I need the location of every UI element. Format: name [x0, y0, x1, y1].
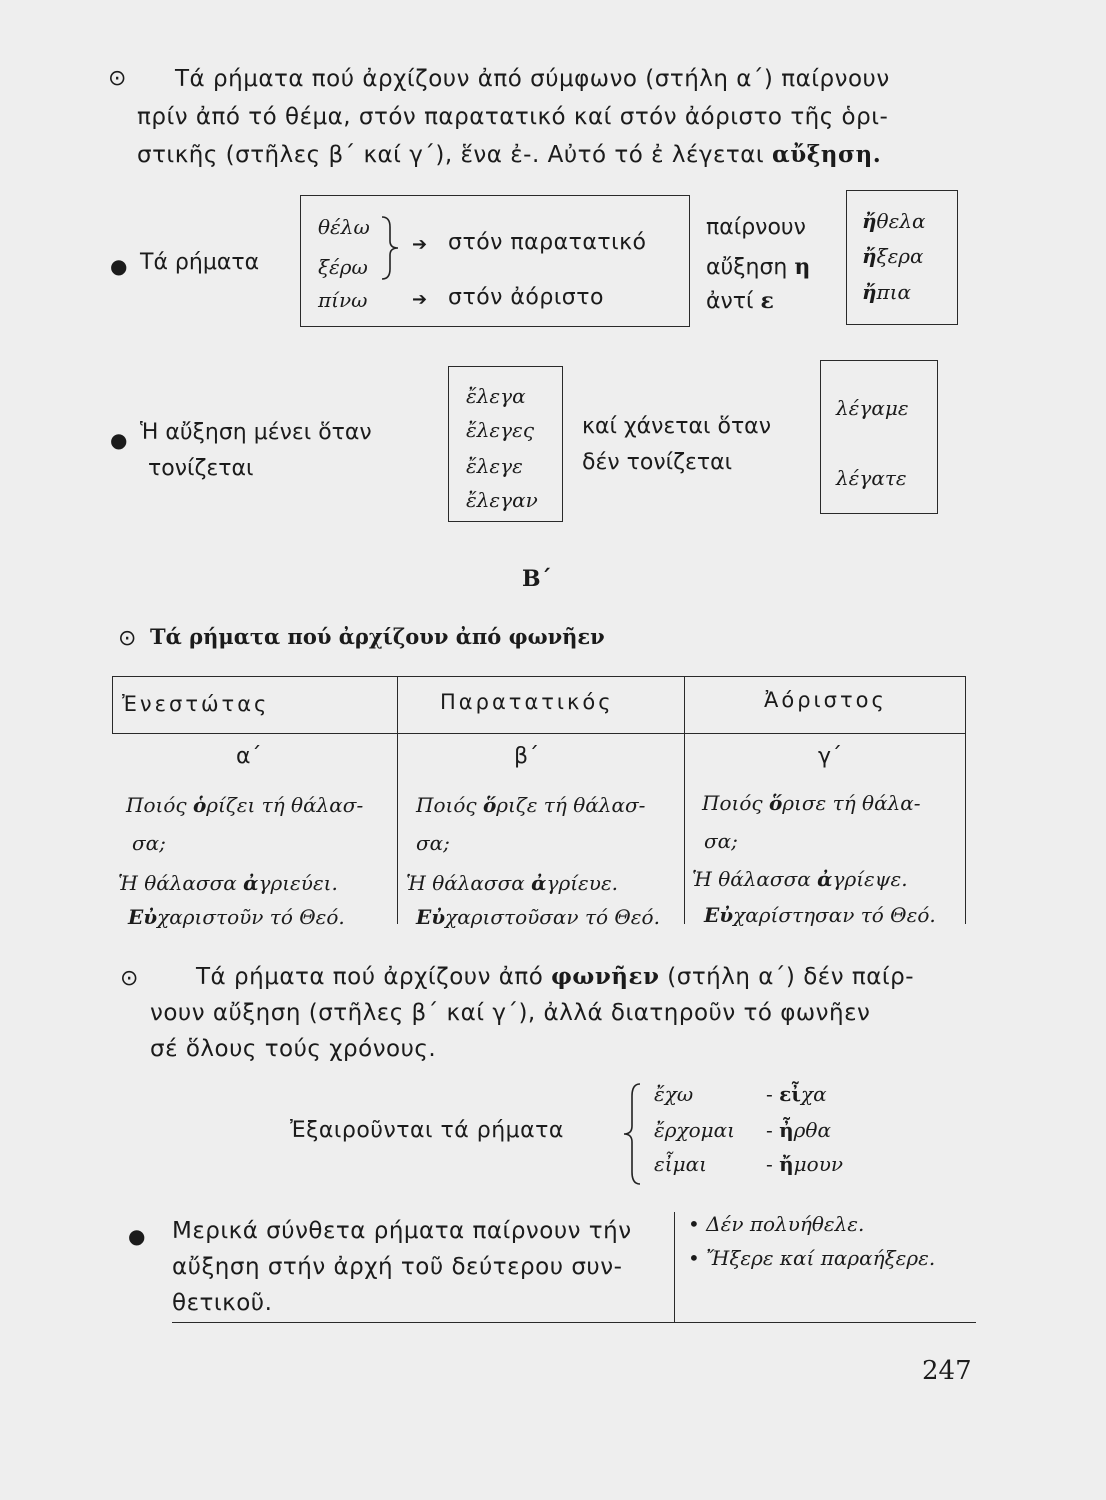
form: λέγατε — [836, 466, 907, 490]
paragraph-line — [137, 136, 881, 174]
form-augment: ἤ — [862, 244, 877, 268]
table-cell — [692, 860, 908, 898]
form-augment: εἶ — [779, 1082, 801, 1106]
exception-verb: εἶμαι — [654, 1152, 707, 1176]
form-augment: ἦ — [779, 1118, 794, 1142]
to-imperfect: στόν παρατατικό — [448, 230, 647, 255]
table-cell: σα; — [132, 831, 166, 855]
augment-note — [706, 288, 774, 314]
augment-note-text: αὔξηση — [706, 255, 788, 280]
table-cell — [416, 898, 660, 936]
dash: - — [766, 1152, 773, 1176]
cell-text: Ἡ θάλασσα — [692, 867, 818, 891]
note-symbol: ⊙ — [108, 66, 127, 91]
table-rule — [112, 676, 966, 677]
brace-icon — [620, 1082, 644, 1186]
form-augment: ἤ — [779, 1152, 794, 1176]
example: • Ἤξερε καί παραήξερε. — [688, 1246, 936, 1270]
table-header: Ἐνεστώτας — [122, 692, 270, 716]
brace-icon — [378, 215, 404, 281]
table-cell — [118, 864, 338, 902]
cell-text: ρίζει τή θάλασ- — [206, 793, 364, 817]
divider — [172, 1322, 976, 1323]
diagram-label: τονίζεται — [148, 456, 254, 481]
exception-verb: ἔρχομαι — [654, 1118, 735, 1142]
form-augment: ἤ — [862, 209, 877, 233]
cell-text: ρισε τή θάλα- — [782, 791, 921, 815]
cell-text: χαριστοῦν τό Θεό. — [157, 905, 345, 929]
form-augment: ἤ — [862, 280, 877, 304]
column-label: α΄ — [236, 744, 262, 769]
exception-form — [766, 1152, 843, 1176]
table-cell — [128, 898, 345, 936]
paragraph-line: Τά ρήματα πού ἀρχίζουν ἀπό σύμφωνο (στήλη α΄) παίρνουν — [175, 66, 890, 92]
note-symbol: ⊙ — [118, 626, 137, 651]
form — [862, 244, 924, 268]
vowel-highlight: ἀ — [531, 871, 547, 895]
vowel-highlight: Εὐ — [416, 905, 446, 929]
exceptions-label: Ἐξαιροῦνται τά ρήματα — [290, 1118, 564, 1143]
keyword-vowel: φωνῆεν — [551, 963, 660, 990]
cell-text: Ἡ θάλασσα — [118, 871, 244, 895]
table-rule — [112, 676, 113, 734]
unaccented-box — [820, 360, 938, 514]
bullet: ● — [110, 254, 128, 278]
table-header: Παρατατικός — [440, 690, 614, 714]
table-cell — [704, 896, 936, 934]
column-label: γ΄ — [818, 744, 843, 769]
table-rule — [112, 733, 966, 734]
form-rest: ρθα — [793, 1118, 831, 1142]
arrow-icon: ➔ — [412, 234, 428, 255]
cell-text: Ποιός — [416, 793, 483, 817]
table-rule — [397, 676, 398, 924]
divider — [674, 1212, 675, 1322]
form: ἔλεγε — [466, 454, 523, 478]
table-header: Ἀόριστος — [764, 688, 887, 712]
paragraph-line: αὔξηση στήν ἀρχή τοῦ δεύτερου συν- — [172, 1254, 623, 1280]
section-heading: Β΄ — [522, 566, 552, 592]
form-rest: ξερα — [876, 244, 924, 268]
vowel-highlight: Εὐ — [704, 903, 734, 927]
augment-letter: η — [794, 254, 811, 280]
diagram-label: Ἡ αὔξηση μένει ὅταν — [140, 420, 372, 445]
exception-form — [766, 1118, 831, 1142]
augment-note: παίρνουν — [706, 215, 806, 240]
page-number: 247 — [922, 1356, 972, 1386]
verb: ξέρω — [318, 255, 368, 279]
vowel-highlight: ὅ — [768, 791, 783, 815]
cell-text: Ἡ θάλασσα — [406, 871, 532, 895]
form: ἔλεγα — [466, 384, 526, 408]
bullet: ● — [110, 428, 128, 452]
cell-text: γριεύει. — [258, 871, 338, 895]
paragraph-line — [196, 958, 914, 996]
cell-text: χαρίστησαν τό Θεό. — [733, 903, 936, 927]
form — [862, 209, 926, 233]
augment-note-text: ἀντί — [706, 289, 754, 314]
arrow-icon: ➔ — [412, 289, 428, 310]
table-cell — [126, 786, 363, 824]
diagram-text: καί χάνεται ὅταν — [582, 414, 771, 439]
keyword-augment: αὔξηση. — [772, 141, 882, 168]
verb: θέλω — [318, 215, 370, 239]
table-rule — [684, 676, 685, 924]
paragraph-line: θετικοῦ. — [172, 1290, 273, 1316]
cell-text: Ποιός — [126, 793, 193, 817]
column-label: β΄ — [514, 744, 540, 769]
form-rest: χα — [800, 1082, 827, 1106]
augment-note — [706, 254, 810, 280]
augment-letter: ε — [760, 288, 774, 314]
vowel-highlight: Εὐ — [128, 905, 158, 929]
section-subheading: Τά ρήματα πού ἀρχίζουν ἀπό φωνῆεν — [150, 624, 605, 649]
dash: - — [766, 1082, 773, 1106]
vowel-highlight: ὁ — [192, 793, 207, 817]
example-text: Δέν πολυήθελε. — [706, 1212, 865, 1236]
table-cell — [406, 864, 618, 902]
table-cell — [702, 784, 921, 822]
cell-text: ριζε τή θάλασ- — [496, 793, 646, 817]
vowel-highlight: ἀ — [817, 867, 833, 891]
dash: - — [766, 1118, 773, 1142]
paragraph-line: σέ ὅλους τούς χρόνους. — [150, 1036, 437, 1062]
cell-text: γρίεψε. — [832, 867, 908, 891]
paragraph-line: νουν αὔξηση (στῆλες β΄ καί γ΄), ἀλλά διατηροῦν τό φωνῆεν — [150, 1000, 871, 1026]
note-symbol: ⊙ — [120, 966, 139, 991]
cell-text: Ποιός — [702, 791, 769, 815]
bullet: ● — [128, 1224, 146, 1248]
form — [862, 280, 911, 304]
example-text: Ἤξερε καί παραήξερε. — [706, 1246, 936, 1270]
paragraph-text: (στήλη α΄) δέν παίρ- — [667, 964, 915, 990]
paragraph-text: Τά ρήματα πού ἀρχίζουν ἀπό — [196, 964, 544, 990]
diagram-text: δέν τονίζεται — [582, 450, 733, 475]
vowel-highlight: ἀ — [243, 871, 259, 895]
form: λέγαμε — [836, 396, 909, 420]
diagram-label: Τά ρήματα — [140, 250, 260, 275]
form: ἔλεγαν — [466, 488, 538, 512]
exception-verb: ἔχω — [654, 1082, 694, 1106]
form-rest: θελα — [876, 209, 926, 233]
verb: πίνω — [318, 288, 368, 312]
exception-form — [766, 1082, 827, 1106]
cell-text: γρίευε. — [546, 871, 619, 895]
form: ἔλεγες — [466, 418, 535, 442]
vowel-highlight: ὅ — [482, 793, 497, 817]
example: • Δέν πολυήθελε. — [688, 1212, 865, 1236]
paragraph-line: πρίν ἀπό τό θέμα, στόν παρατατικό καί στόν ἀόριστο τῆς ὁρι- — [137, 104, 889, 130]
form-rest: πια — [876, 280, 912, 304]
paragraph-line: Μερικά σύνθετα ρήματα παίρνουν τήν — [172, 1218, 632, 1244]
table-cell — [416, 786, 645, 824]
table-cell: σα; — [704, 829, 738, 853]
table-cell: σα; — [416, 831, 450, 855]
paragraph-text: στικῆς (στῆλες β΄ καί γ΄), ἕνα ἐ-. Αὐτό τό ἐ λέγεται — [137, 142, 765, 168]
to-aorist: στόν ἀόριστο — [448, 285, 604, 310]
table-rule — [965, 676, 966, 924]
cell-text: χαριστοῦσαν τό Θεό. — [445, 905, 660, 929]
form-rest: μουν — [793, 1152, 844, 1176]
